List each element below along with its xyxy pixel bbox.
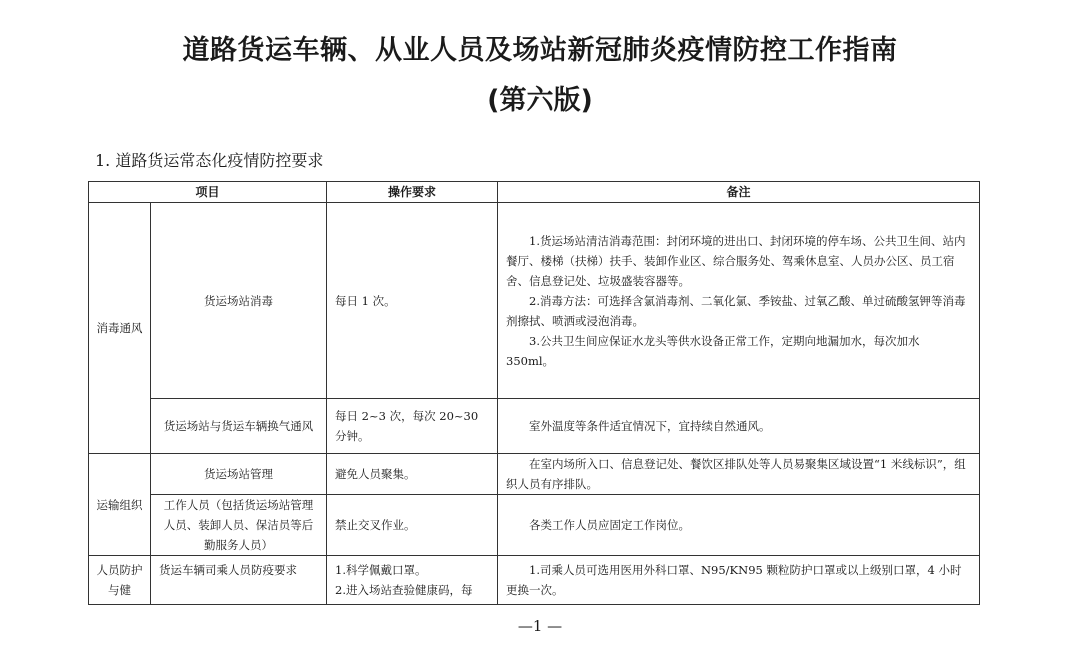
row-item: 工作人员（包括货运场站管理人员、装卸人员、保洁员等后勤服务人员） xyxy=(151,495,327,556)
header-notes: 备注 xyxy=(498,182,980,203)
category-disinfect: 消毒通风 xyxy=(89,203,151,454)
requirement-line: 1.科学佩戴口罩。 xyxy=(335,563,427,577)
table-row xyxy=(89,203,980,399)
table-row xyxy=(89,495,980,556)
note-paragraph: 1.司乘人员可选用医用外科口罩、N95/KN95 颗粒防护口罩或以上级别口罩，4 小时更换一次。 xyxy=(506,563,962,597)
note-paragraph: 各类工作人员应固定工作岗位。 xyxy=(529,518,691,532)
row-requirement xyxy=(327,556,498,605)
row-notes xyxy=(498,399,980,454)
row-notes xyxy=(498,556,980,605)
document-edition: (第六版) xyxy=(487,85,593,116)
note-paragraph: 2.消毒方法：可选择含氯消毒剂、二氧化氯、季铵盐、过氧乙酸、单过硫酸氢钾等消毒剂擦拭、喷洒或浸泡消毒。 xyxy=(506,293,966,328)
note-paragraph: 室外温度等条件适宜情况下，宜持续自然通风。 xyxy=(529,419,771,433)
page-number: —1 — xyxy=(517,617,563,635)
guideline-table xyxy=(88,181,980,605)
section-heading: 1. 道路货运常态化疫情防控要求 xyxy=(95,151,324,170)
table-header-row xyxy=(89,182,980,203)
row-requirement: 每日 2~3 次，每次 20~30 分钟。 xyxy=(327,399,498,454)
table-row xyxy=(89,399,980,454)
row-item: 货运车辆司乘人员防疫要求 xyxy=(151,556,327,605)
document-title: 道路货运车辆、从业人员及场站新冠肺炎疫情防控工作指南 xyxy=(182,35,898,66)
header-item: 项目 xyxy=(89,182,327,203)
row-notes xyxy=(498,495,980,556)
row-item: 货运场站消毒 xyxy=(151,203,327,399)
note-paragraph: 在室内场所入口、信息登记处、餐饮区排队处等人员易聚集区域设置“1 米线标识”，组织人员有序排队。 xyxy=(506,457,966,491)
row-requirement: 每日 1 次。 xyxy=(327,203,498,399)
row-item: 货运场站管理 xyxy=(151,454,327,495)
row-notes xyxy=(498,454,980,495)
category-protection: 人员防护与健 xyxy=(89,556,151,605)
row-notes xyxy=(498,203,980,399)
note-paragraph: 1.货运场站清洁消毒范围：封闭环境的进出口、封闭环境的停车场、公共卫生间、站内餐厅、楼梯（扶梯）扶手、装卸作业区、综合服务处、驾乘休息室、人员办公区、员工宿舍、信息登记处、垃圾盛装容器等。 xyxy=(506,233,966,288)
table-row xyxy=(89,454,980,495)
row-requirement: 禁止交叉作业。 xyxy=(327,495,498,556)
header-requirement: 操作要求 xyxy=(327,182,498,203)
row-item: 货运场站与货运车辆换气通风 xyxy=(151,399,327,454)
row-requirement: 避免人员聚集。 xyxy=(327,454,498,495)
requirement-line: 2.进入场站查验健康码，每 xyxy=(335,583,473,597)
table-row xyxy=(89,556,980,605)
note-paragraph: 3.公共卫生间应保证水龙头等供水设备正常工作，定期向地漏加水，每次加水 350ml。 xyxy=(506,333,920,368)
category-transport: 运输组织 xyxy=(89,454,151,556)
